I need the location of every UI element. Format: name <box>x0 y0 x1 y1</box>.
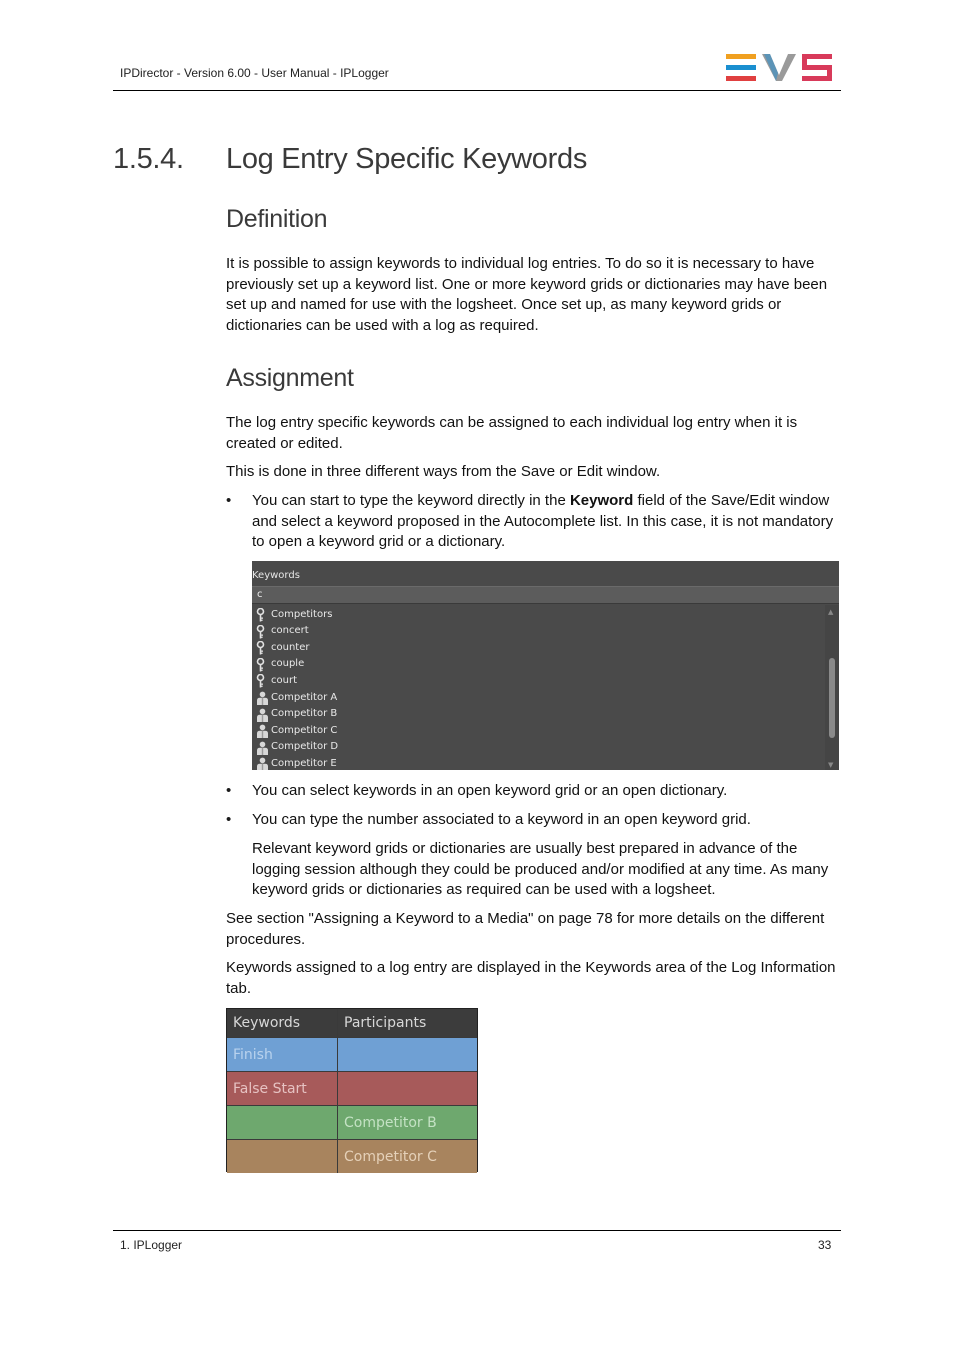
definition-heading: Definition <box>226 205 328 233</box>
keyword-grids-note: Relevant keyword grids or dictionaries are usually best prepared in advance of the logging session although they could be produced and/or modified at any time. As many keyword grids or dictionaries as required can be used with a logsheet. <box>252 840 829 898</box>
bullet1-pre: You can start to type the keyword directly in the <box>252 492 570 509</box>
bullet-marker: • <box>226 782 232 799</box>
autocomplete-scrollbar[interactable] <box>825 605 839 770</box>
keyword-input-value: c <box>257 589 263 600</box>
assignment-heading: Assignment <box>226 364 354 392</box>
autocomplete-item[interactable] <box>256 639 309 655</box>
section-title: Log Entry Specific Keywords <box>226 143 588 175</box>
autocomplete-item[interactable] <box>256 623 309 639</box>
scroll-up-icon[interactable]: ▲ <box>828 608 834 616</box>
autocomplete-item-label: Competitor D <box>271 741 339 753</box>
autocomplete-item-label: Competitor A <box>271 691 338 703</box>
scroll-down-icon[interactable]: ▼ <box>828 761 834 769</box>
bullet1-bold: Keyword <box>569 492 634 509</box>
keyword-cell: Finish <box>227 1038 338 1071</box>
keywords-autocomplete-panel <box>252 561 839 770</box>
definition-paragraph: It is possible to assign keywords to individual log entries. To do so it is necessary to have previously set up a keyword list. One or more keyword grids or dictionaries may have been set up and named for use with the logsheet. Once set up, as many keyword grids or dictionaries can be used with a log as required. <box>226 255 828 334</box>
participants-column-header: Participants <box>344 1015 427 1031</box>
running-header: IPDirector - Version 6.00 - User Manual - IPLogger <box>120 66 389 80</box>
bullet-type-number: You can type the number associated to a keyword in an open keyword grid. <box>252 811 751 828</box>
footer-rule <box>113 1230 841 1231</box>
log-information-keywords-table <box>226 1008 478 1172</box>
participant-cell <box>338 1038 477 1071</box>
section-number: 1.5.4. <box>113 143 184 175</box>
autocomplete-item-label: couple <box>271 658 305 670</box>
person-icon <box>256 756 269 770</box>
evs-logo <box>726 53 834 82</box>
autocomplete-item-label: counter <box>271 641 310 653</box>
participant-cell: Competitor C <box>344 1148 437 1165</box>
assignment-intro: The log entry specific keywords can be assigned to each individual log entry when it is created or edited. <box>226 414 798 452</box>
page-number: 33 <box>818 1238 832 1252</box>
autocomplete-item-label: Competitor C <box>271 724 338 736</box>
bullet-marker: • <box>226 811 232 828</box>
autocomplete-item-label: concert <box>271 625 309 637</box>
autocomplete-item-label: Competitor B <box>271 708 338 720</box>
header-rule <box>113 90 841 91</box>
keyword-cell: False Start <box>227 1072 338 1105</box>
bullet-marker: • <box>226 492 232 509</box>
person-icon <box>256 690 269 704</box>
bullet-select-keywords: You can select keywords in an open keyword grid or an open dictionary. <box>252 782 728 799</box>
key-icon <box>256 673 269 687</box>
autocomplete-item-label: Competitor E <box>271 757 337 769</box>
autocomplete-item[interactable] <box>256 672 297 688</box>
participant-cell: Competitor B <box>344 1114 437 1131</box>
autocomplete-item-label: Competitors <box>271 608 333 620</box>
table-row[interactable] <box>227 1037 477 1071</box>
bullet-keyword-field <box>252 491 842 553</box>
participant-cell <box>338 1072 477 1105</box>
person-icon <box>256 740 269 754</box>
autocomplete-item-label: court <box>271 674 297 686</box>
keywords-displayed-paragraph: Keywords assigned to a log entry are displayed in the Keywords area of the Log Information tab. <box>226 959 836 997</box>
keyword-cell <box>227 1140 338 1173</box>
keywords-field-label: Keywords <box>252 570 300 581</box>
autocomplete-item[interactable] <box>256 606 332 622</box>
person-icon <box>256 707 269 721</box>
scroll-thumb[interactable] <box>829 658 835 738</box>
footer-chapter: 1. IPLogger <box>120 1238 183 1252</box>
keyword-input[interactable] <box>252 586 839 604</box>
see-section-paragraph: See section "Assigning a Keyword to a Media" on page 78 for more details on the different procedures. <box>226 910 825 948</box>
key-icon <box>256 640 269 654</box>
table-row[interactable] <box>227 1105 477 1139</box>
autocomplete-item[interactable] <box>256 656 304 672</box>
autocomplete-list[interactable] <box>252 605 824 770</box>
key-icon <box>256 624 269 638</box>
table-header-row <box>227 1009 477 1037</box>
key-icon <box>256 607 269 621</box>
autocomplete-item[interactable] <box>256 722 337 738</box>
keywords-column-header: Keywords <box>227 1009 338 1037</box>
assignment-ways: This is done in three different ways from the Save or Edit window. <box>226 463 661 480</box>
table-row[interactable] <box>227 1071 477 1105</box>
autocomplete-item[interactable] <box>256 739 338 755</box>
bullet1-post: field of the Save/Edit window and select a keyword proposed in the Autocomplete list. In this case, it is not mandatory to open a keyword grid or a dictionary. <box>252 492 834 550</box>
keyword-cell <box>227 1106 338 1139</box>
table-row[interactable] <box>227 1139 477 1173</box>
autocomplete-item[interactable] <box>256 706 337 722</box>
autocomplete-item[interactable] <box>256 755 337 770</box>
autocomplete-item[interactable] <box>256 689 337 705</box>
key-icon <box>256 657 269 671</box>
person-icon <box>256 723 269 737</box>
